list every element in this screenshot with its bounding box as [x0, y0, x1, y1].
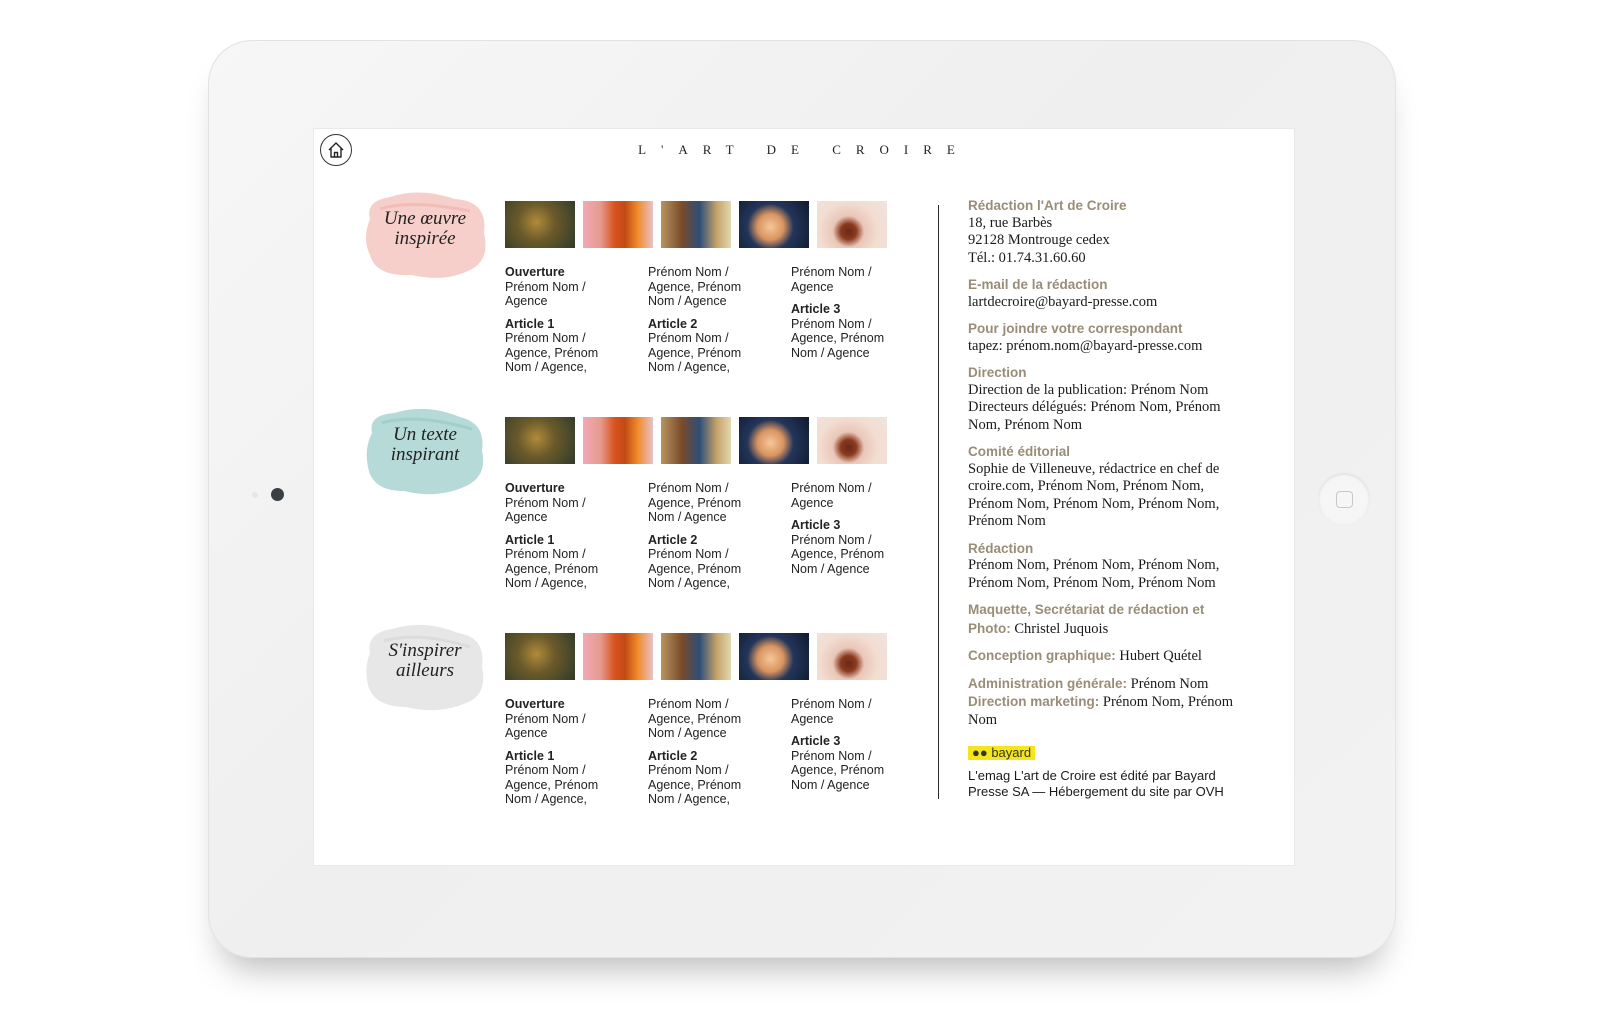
masthead-panel: [968, 197, 1248, 800]
credit-title: Ouverture: [505, 265, 565, 279]
maquette-label: Maquette, Secrétariat de rédaction et Photo:: [968, 602, 1205, 636]
footer-text: L'emag L'art de Croire est édité par Bayard Presse SA — Hébergement du site par OVH: [968, 767, 1224, 799]
thumbnail[interactable]: [817, 633, 887, 680]
thumbnail[interactable]: [817, 417, 887, 464]
credit-col1[interactable]: [505, 481, 615, 591]
maquette-block: [968, 601, 1248, 638]
credit-text: Prénom Nom / Agence: [505, 711, 586, 740]
credit-title: Article 3: [791, 734, 841, 748]
credit-text: Prénom Nom / Agence, Prénom Nom / Agence: [791, 532, 885, 576]
credit-col3[interactable]: [791, 481, 901, 576]
direction-label: Direction: [968, 365, 1027, 380]
thumbnail[interactable]: [739, 633, 809, 680]
redaction-label: Rédaction l'Art de Croire: [968, 198, 1127, 213]
thumbnail[interactable]: [661, 417, 731, 464]
email-link[interactable]: lartdecroire@bayard-presse.com: [968, 293, 1158, 310]
correspondant-text: tapez: prénom.nom@bayard-presse.com: [968, 337, 1203, 354]
credit-title: Article 1: [505, 748, 555, 763]
credit-col3[interactable]: [791, 697, 901, 792]
maquette-text: Christel Juquois: [1014, 620, 1109, 637]
credit-col2[interactable]: [648, 265, 758, 375]
thumbnail[interactable]: [661, 201, 731, 248]
credit-title: Article 1: [505, 316, 555, 331]
directeurs-text: Directeurs délégués: Prénom Nom, Prénom Nom, Prénom Nom: [968, 399, 1221, 433]
logo-text: bayard: [991, 745, 1032, 760]
marketing-text: Prénom Nom, Prénom Nom: [968, 694, 1233, 728]
credit-title: Ouverture: [505, 697, 565, 711]
credit-title: Article 2: [648, 748, 698, 763]
credit-text: Prénom Nom / Agence: [791, 697, 872, 726]
thumbnail[interactable]: [505, 633, 575, 680]
section-label[interactable]: Une œuvre inspirée: [383, 208, 467, 249]
comite-text: Sophie de Villeneuve, rédactrice en chef de croire.com, Prénom Nom, Prénom Nom, Prénom Nom, Prénom Nom, Prénom Nom, Prénom Nom: [968, 460, 1220, 529]
comite-block: [968, 443, 1248, 531]
credit-col1[interactable]: [505, 265, 615, 375]
conception-block: [968, 647, 1248, 666]
address-line: 92128 Montrouge cedex: [968, 232, 1110, 248]
credit-text: Prénom Nom / Agence, Prénom Nom / Agence: [648, 481, 742, 524]
credit-title: Article 2: [648, 532, 698, 547]
credit-col2[interactable]: [648, 481, 758, 591]
credit-text: Prénom Nom / Agence: [505, 495, 586, 524]
bayard-logo[interactable]: ●● bayard: [968, 746, 1035, 760]
credit-text: Prénom Nom / Agence, Prénom Nom / Agence: [791, 316, 885, 360]
redaction-block: [968, 197, 1248, 267]
admin-block: [968, 675, 1248, 730]
credit-title: Ouverture: [505, 481, 565, 495]
thumbnail[interactable]: [739, 417, 809, 464]
credit-text: Prénom Nom / Agence, Prénom Nom / Agence,: [505, 331, 599, 374]
address-line: 18, rue Barbès: [968, 214, 1053, 231]
page-title: L'ART DE CROIRE: [638, 142, 970, 157]
conception-text: Hubert Quétel: [1119, 648, 1202, 664]
thumbnail[interactable]: [583, 633, 653, 680]
direction-text: Direction de la publication: Prénom Nom: [968, 381, 1209, 398]
device-home-button[interactable]: [1318, 473, 1370, 525]
credit-col3[interactable]: [791, 265, 901, 360]
marketing-label: Direction marketing:: [968, 694, 1100, 709]
app-screen: [314, 129, 1294, 865]
credit-title: Article 1: [505, 532, 555, 547]
direction-block: [968, 364, 1248, 434]
credit-text: Prénom Nom / Agence, Prénom Nom / Agence,: [505, 763, 599, 806]
credit-title: Article 3: [791, 302, 841, 316]
thumbnail[interactable]: [661, 633, 731, 680]
credit-text: Prénom Nom / Agence: [791, 265, 872, 294]
email-block: [968, 276, 1248, 311]
credit-text: Prénom Nom / Agence, Prénom Nom / Agence: [791, 748, 885, 792]
credit-text: Prénom Nom / Agence, Prénom Nom / Agence,: [505, 547, 599, 590]
thumbnail[interactable]: [739, 201, 809, 248]
credit-text: Prénom Nom / Agence, Prénom Nom / Agence,: [648, 331, 742, 374]
thumbnail[interactable]: [817, 201, 887, 248]
comite-label: Comité éditorial: [968, 444, 1071, 459]
credit-col2[interactable]: [648, 697, 758, 807]
admin-text: Prénom Nom: [1130, 675, 1209, 692]
column-divider: [938, 205, 939, 799]
camera-icon: [271, 488, 284, 501]
phone-line: Tél.: 01.74.31.60.60: [968, 249, 1086, 266]
redac-text: Prénom Nom, Prénom Nom, Prénom Nom, Prénom Nom, Prénom Nom, Prénom Nom: [968, 557, 1220, 591]
thumbnail[interactable]: [583, 201, 653, 248]
credit-text: Prénom Nom / Agence, Prénom Nom / Agence,: [648, 547, 742, 590]
credit-title: Article 3: [791, 518, 841, 532]
publisher-block: [968, 745, 1248, 800]
home-square-icon: [1336, 491, 1353, 508]
thumbnail[interactable]: [505, 417, 575, 464]
redac-block: [968, 540, 1248, 593]
section-label[interactable]: S'inspirer ailleurs: [388, 640, 462, 681]
credit-title: Article 2: [648, 316, 698, 331]
admin-label: Administration générale:: [968, 675, 1128, 691]
section-label[interactable]: Un texte inspirant: [390, 424, 460, 465]
correspondant-block: [968, 320, 1248, 355]
thumbnail[interactable]: [505, 201, 575, 248]
sensor-dot: [252, 492, 258, 498]
credit-text: Prénom Nom / Agence, Prénom Nom / Agence,: [648, 763, 742, 806]
conception-label: Conception graphique:: [968, 648, 1116, 663]
email-label: E-mail de la rédaction: [968, 277, 1108, 292]
thumbnail[interactable]: [583, 417, 653, 464]
correspondant-label: Pour joindre votre correspondant: [968, 321, 1183, 336]
credit-text: Prénom Nom / Agence, Prénom Nom / Agence: [648, 265, 742, 308]
credit-text: Prénom Nom / Agence: [791, 481, 872, 510]
redac-label: Rédaction: [968, 540, 1034, 556]
credit-col1[interactable]: [505, 697, 615, 807]
credit-text: Prénom Nom / Agence, Prénom Nom / Agence: [648, 697, 742, 740]
credit-text: Prénom Nom / Agence: [505, 279, 586, 308]
